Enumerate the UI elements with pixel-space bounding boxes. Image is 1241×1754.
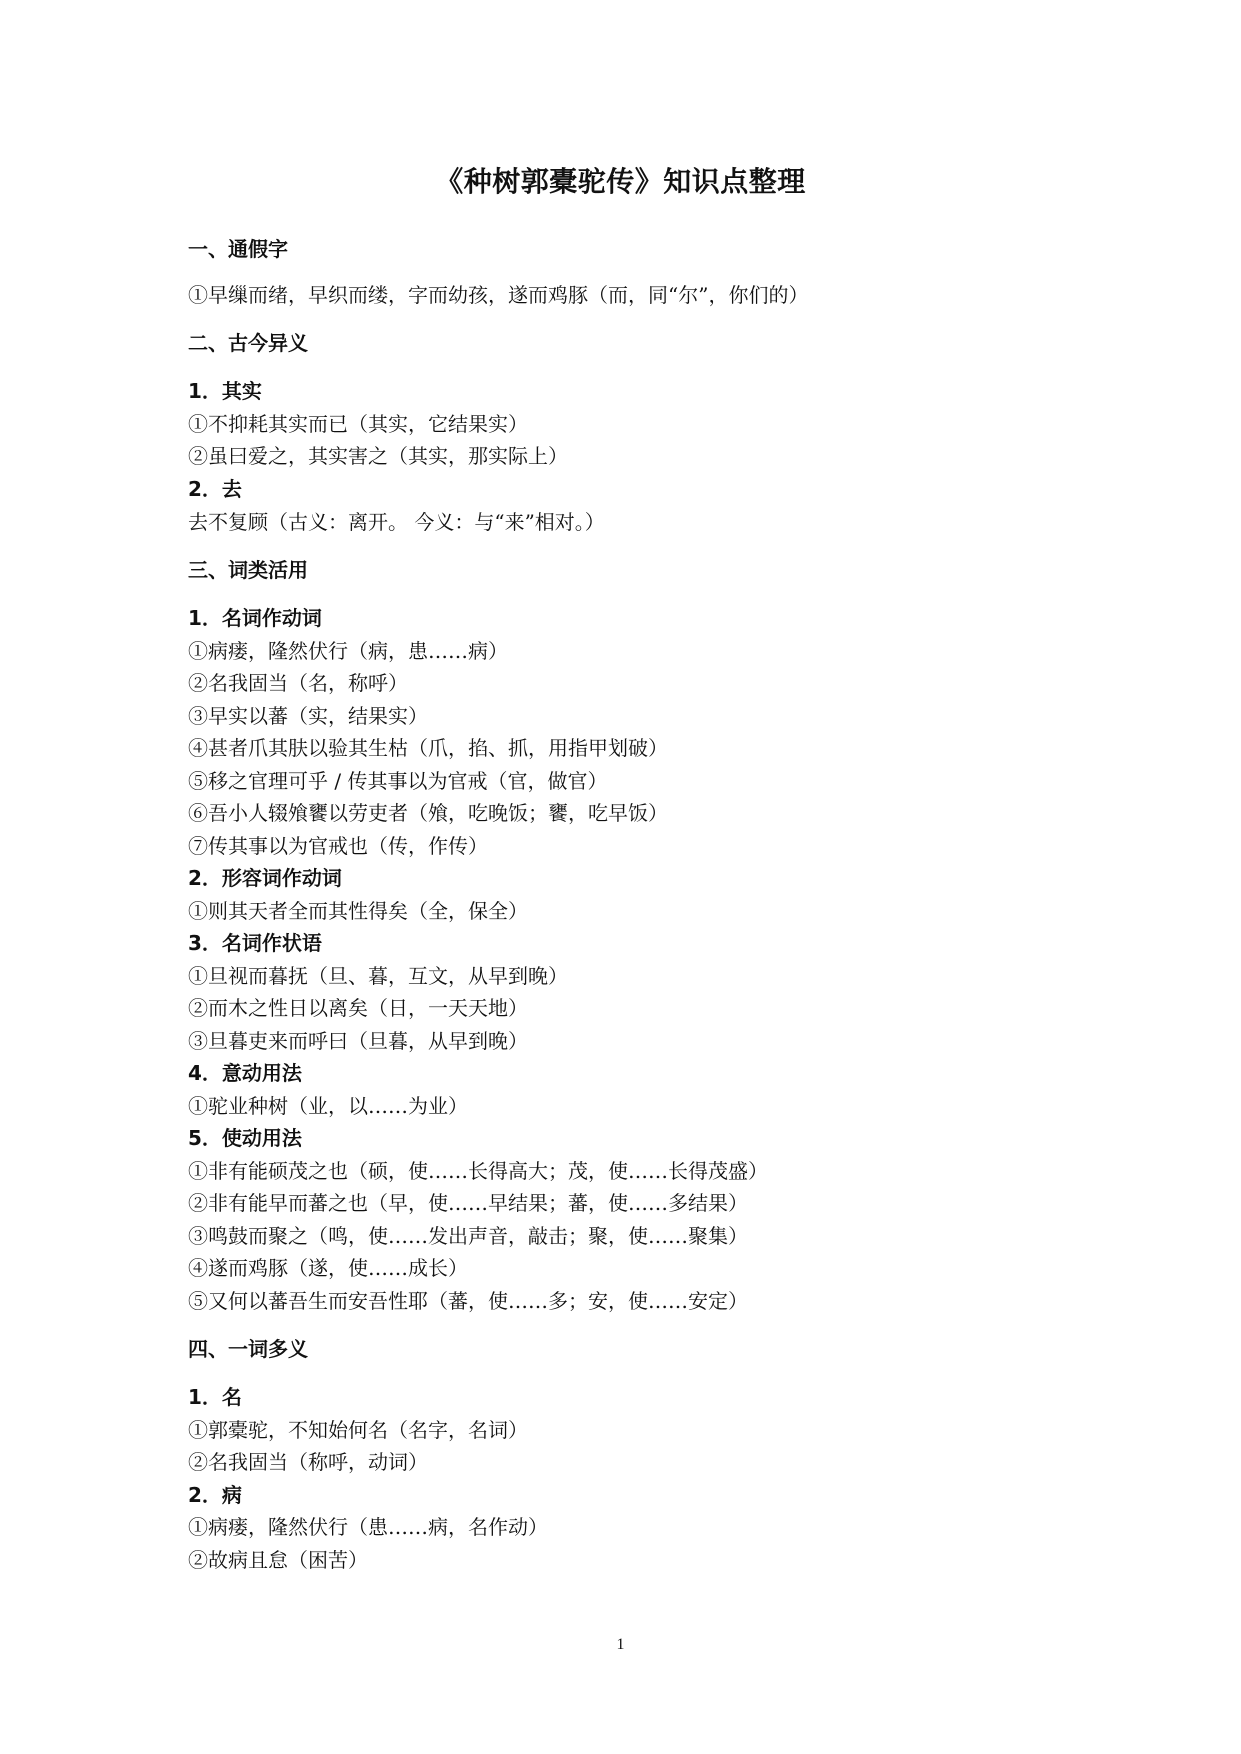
text-line: ①郭橐驼，不知始何名（名字，名词） bbox=[188, 1418, 528, 1442]
text-line: ②名我固当（称呼，动词） bbox=[188, 1450, 428, 1474]
sub-heading: 1．名 bbox=[188, 1385, 242, 1409]
section-heading: 四、一词多义 bbox=[188, 1337, 308, 1361]
text-line: ①驼业种树（业，以……为业） bbox=[188, 1094, 468, 1118]
text-line: ②而木之性日以离矣（日，一天天地） bbox=[188, 996, 528, 1020]
section-heading: 一、通假字 bbox=[188, 237, 288, 261]
text-line: ④遂而鸡豚（遂，使……成长） bbox=[188, 1256, 468, 1280]
text-line: ⑤又何以蕃吾生而安吾性耶（蕃，使……多；安，使……安定） bbox=[188, 1289, 748, 1313]
page-title: 《种树郭橐驼传》知识点整理 bbox=[435, 165, 806, 198]
sub-heading: 3．名词作状语 bbox=[188, 931, 322, 955]
sub-heading: 2．去 bbox=[188, 477, 242, 501]
text-line: ①旦视而暮抚（旦、暮，互文，从早到晚） bbox=[188, 964, 568, 988]
text-line: ①则其天者全而其性得矣（全，保全） bbox=[188, 899, 528, 923]
sub-heading: 2．病 bbox=[188, 1483, 242, 1507]
section-heading: 二、古今异义 bbox=[188, 331, 308, 355]
text-line: ①病瘘，隆然伏行（病，患……病） bbox=[188, 639, 508, 663]
sub-heading: 1．其实 bbox=[188, 379, 262, 403]
sub-heading: 1．名词作动词 bbox=[188, 606, 322, 630]
text-line: ①非有能硕茂之也（硕，使……长得高大；茂，使……长得茂盛） bbox=[188, 1159, 768, 1183]
sub-heading: 4．意动用法 bbox=[188, 1061, 302, 1085]
section-heading: 三、词类活用 bbox=[188, 558, 308, 582]
text-line: ①不抑耗其实而已（其实，它结果实） bbox=[188, 412, 528, 436]
sub-heading: 5．使动用法 bbox=[188, 1126, 302, 1150]
text-line: ③早实以蕃（实，结果实） bbox=[188, 704, 428, 728]
sub-heading: 2．形容词作动词 bbox=[188, 866, 342, 890]
text-line: ①病瘘，隆然伏行（患……病，名作动） bbox=[188, 1515, 548, 1539]
text-line: ⑦传其事以为官戒也（传，作传） bbox=[188, 834, 488, 858]
page-number: 1 bbox=[616, 1636, 625, 1653]
text-line: ⑥吾小人辍飧饔以劳吏者（飧，吃晚饭；饔，吃早饭） bbox=[188, 801, 668, 825]
text-line: ②故病且怠（困苦） bbox=[188, 1548, 368, 1572]
text-line: 去不复顾（古义：离开。 今义：与“来”相对。） bbox=[188, 510, 605, 534]
text-line: ⑤移之官理可乎 / 传其事以为官戒（官，做官） bbox=[188, 769, 608, 793]
text-line: ②名我固当（名，称呼） bbox=[188, 671, 408, 695]
text-line: ②非有能早而蕃之也（早，使……早结果；蕃，使……多结果） bbox=[188, 1191, 748, 1215]
text-line: ③鸣鼓而聚之（鸣，使……发出声音，敲击；聚，使……聚集） bbox=[188, 1224, 748, 1248]
text-line: ①早缫而绪，早织而缕，字而幼孩，遂而鸡豚（而，同“尔”，你们的） bbox=[188, 283, 809, 307]
text-line: ②虽曰爱之，其实害之（其实，那实际上） bbox=[188, 444, 568, 468]
text-line: ④甚者爪其肤以验其生枯（爪，掐、抓，用指甲划破） bbox=[188, 736, 668, 760]
text-line: ③旦暮吏来而呼曰（旦暮，从早到晚） bbox=[188, 1029, 528, 1053]
